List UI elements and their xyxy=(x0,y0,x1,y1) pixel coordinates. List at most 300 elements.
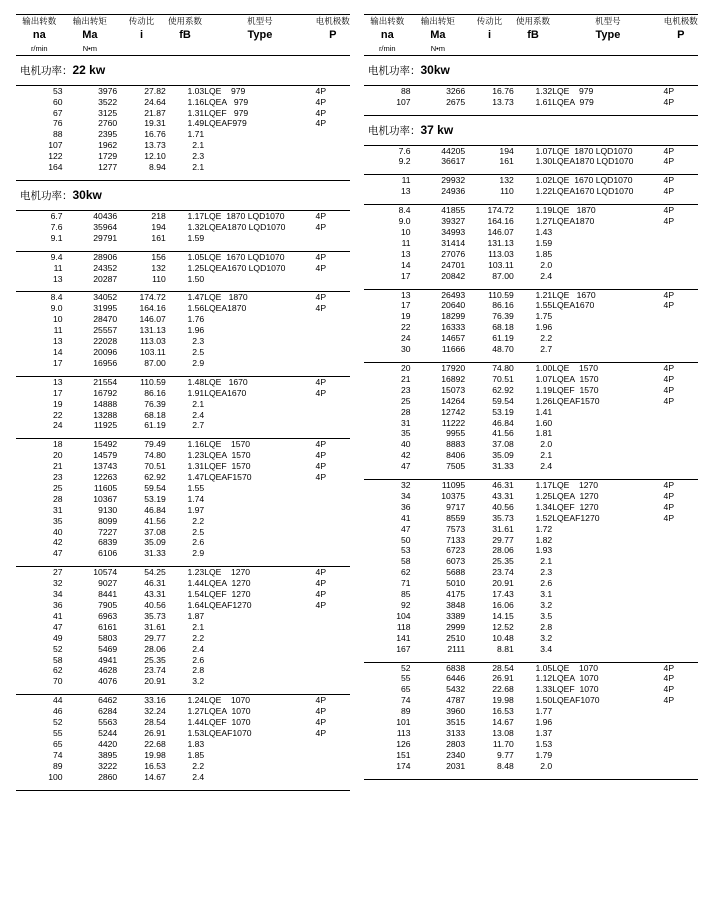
cell-p xyxy=(664,271,698,282)
row-padding xyxy=(16,369,350,377)
cell-i: 74.80 xyxy=(492,362,514,373)
cell-type: LQE 1270 xyxy=(552,480,599,491)
cell-ma: 14579 xyxy=(93,450,118,461)
cell-p xyxy=(316,665,350,676)
cell-na: 17 xyxy=(400,300,411,311)
cell-na: 89 xyxy=(52,760,63,771)
cell-i: 23.74 xyxy=(492,567,514,578)
cell-ma: 3976 xyxy=(98,85,118,96)
table-row xyxy=(16,388,350,399)
cell-fb: 1.79 xyxy=(535,749,553,760)
cell-p: 4P xyxy=(663,395,675,406)
cell-p xyxy=(316,399,350,410)
cell-i: 156 xyxy=(151,251,166,262)
table-row xyxy=(16,292,350,303)
cell-fb: 1.75 xyxy=(535,311,553,322)
cell-ma: 40436 xyxy=(93,211,118,221)
cell-i: 103.11 xyxy=(488,259,514,270)
cell-fb: 2.4 xyxy=(192,643,205,654)
table-row xyxy=(364,750,698,761)
cell-p: 4P xyxy=(663,373,675,384)
cell-na: 92 xyxy=(400,600,411,610)
cell-fb: 3.4 xyxy=(540,643,553,654)
cell-na: 17 xyxy=(52,387,63,398)
table-row xyxy=(16,129,350,140)
cell-p: 4P xyxy=(315,292,327,303)
table-row xyxy=(16,222,350,233)
cell-type xyxy=(552,556,663,567)
cell-ma: 2760 xyxy=(98,118,118,129)
header-cn-4: 机型号 xyxy=(247,16,273,26)
cell-fb: 1.53 xyxy=(187,727,205,738)
cell-fb: 1.71 xyxy=(187,129,205,140)
table-row xyxy=(364,385,698,396)
cell-p xyxy=(316,676,350,687)
row-padding xyxy=(16,244,350,252)
cell-type xyxy=(204,274,315,285)
cell-p xyxy=(316,761,350,772)
cell-type: LQEAF1070 xyxy=(204,727,252,738)
cell-fb: 2.6 xyxy=(192,537,205,548)
cell-i: 86.16 xyxy=(144,387,166,398)
cell-ma: 4175 xyxy=(446,589,466,600)
cell-type xyxy=(204,750,315,761)
cell-i: 16.76 xyxy=(144,129,166,140)
cell-ma: 5803 xyxy=(98,632,118,643)
cell-i: 132 xyxy=(151,262,166,273)
cell-type: LQEF 1270 xyxy=(552,501,599,512)
cell-p xyxy=(664,600,698,611)
cell-i: 59.54 xyxy=(492,395,514,406)
table-row xyxy=(364,480,698,491)
table-row xyxy=(364,589,698,600)
cell-na: 141 xyxy=(396,632,411,643)
cell-p: 4P xyxy=(663,216,675,227)
header-unit-0: r/min xyxy=(378,44,396,54)
cell-fb: 1.47 xyxy=(187,292,205,303)
cell-na: 11 xyxy=(53,262,63,273)
cell-p: 4P xyxy=(663,684,675,695)
power-label: 电机功率： xyxy=(20,64,73,77)
cell-type: LQEF 1570 xyxy=(204,461,251,472)
cell-p: 4P xyxy=(663,175,675,186)
power-heading xyxy=(364,56,698,86)
cell-type: LQEF 1070 xyxy=(552,684,599,695)
cell-ma: 20096 xyxy=(93,346,118,357)
cell-fb: 1.54 xyxy=(187,589,205,600)
cell-type xyxy=(552,439,663,450)
cell-type xyxy=(204,410,315,421)
cell-ma: 5688 xyxy=(446,567,466,578)
cell-na: 164 xyxy=(48,162,63,173)
cell-na: 6.7 xyxy=(50,211,63,221)
power-label: 电机功率： xyxy=(368,124,421,137)
row-padding xyxy=(364,355,698,363)
table-row xyxy=(16,717,350,728)
table-row xyxy=(16,377,350,388)
table-row xyxy=(16,483,350,494)
cell-p xyxy=(664,545,698,556)
table-row xyxy=(16,274,350,285)
cell-p xyxy=(664,322,698,333)
cell-ma: 8441 xyxy=(98,589,118,600)
table-row xyxy=(364,156,698,167)
cell-ma: 5010 xyxy=(446,578,466,589)
cell-fb: 1.21 xyxy=(535,289,553,300)
cell-fb: 1.19 xyxy=(535,205,553,216)
cell-ma: 34993 xyxy=(441,227,466,237)
data-group xyxy=(364,480,698,663)
cell-na: 58 xyxy=(52,654,63,665)
cell-na: 30 xyxy=(400,344,411,355)
table-row xyxy=(364,216,698,227)
data-group xyxy=(16,695,350,790)
header-unit-2 xyxy=(117,43,166,54)
cell-ma: 6838 xyxy=(446,662,466,673)
cell-na: 74 xyxy=(400,695,411,706)
table-row xyxy=(16,589,350,600)
cell-fb: 1.37 xyxy=(535,727,553,738)
cell-type: LQEA1670 LQD1070 xyxy=(204,262,286,273)
cell-i: 161 xyxy=(499,156,514,167)
cell-na: 21 xyxy=(52,461,63,472)
cell-fb: 2.4 xyxy=(540,270,553,281)
cell-i: 16.06 xyxy=(492,600,514,610)
cell-na: 41 xyxy=(52,610,63,621)
cell-fb: 1.48 xyxy=(187,376,205,387)
cell-fb: 1.25 xyxy=(187,262,205,273)
cell-type: LQE 1870 LQD1070 xyxy=(552,145,633,156)
cell-fb: 2.4 xyxy=(192,409,205,420)
cell-fb: 1.31 xyxy=(187,461,205,472)
cell-na: 9.0 xyxy=(50,303,63,314)
cell-fb: 1.16 xyxy=(187,439,205,450)
cell-fb: 1.50 xyxy=(187,273,205,284)
cell-type xyxy=(204,611,315,622)
cell-na: 13 xyxy=(400,248,411,259)
cell-p: 4P xyxy=(663,156,675,167)
cell-type xyxy=(552,535,663,546)
cell-ma: 2860 xyxy=(98,771,118,782)
cell-p xyxy=(664,750,698,761)
cell-p: 4P xyxy=(315,695,327,706)
cell-i: 31.33 xyxy=(144,548,166,559)
cell-ma: 2031 xyxy=(446,760,466,771)
cell-na: 88 xyxy=(400,85,411,96)
header-unit-0: r/min xyxy=(30,44,48,54)
cell-type xyxy=(552,600,663,611)
cell-p xyxy=(316,772,350,783)
cell-na: 52 xyxy=(52,717,63,728)
cell-fb: 1.96 xyxy=(535,322,553,333)
table-row xyxy=(16,633,350,644)
cell-ma: 7133 xyxy=(446,534,466,545)
cell-ma: 8559 xyxy=(446,512,466,523)
cell-p xyxy=(316,548,350,559)
cell-i: 35.09 xyxy=(144,537,166,548)
cell-na: 174 xyxy=(396,760,411,771)
cell-type: LQEA 1570 xyxy=(552,373,599,384)
table-row xyxy=(364,633,698,644)
cell-ma: 31414 xyxy=(441,237,466,248)
cell-fb: 1.85 xyxy=(187,749,205,760)
cell-na: 55 xyxy=(52,727,63,738)
cell-p xyxy=(316,633,350,644)
cell-type xyxy=(204,505,315,516)
cell-ma: 6723 xyxy=(446,545,466,556)
cell-p xyxy=(316,750,350,761)
cell-type xyxy=(204,483,315,494)
cell-i: 68.18 xyxy=(144,409,166,420)
cell-na: 32 xyxy=(400,480,411,491)
cell-type: LQEAF1570 xyxy=(552,395,600,406)
row-padding xyxy=(364,282,698,290)
cell-ma: 4420 xyxy=(98,738,118,749)
cell-p xyxy=(664,450,698,461)
cell-na: 13 xyxy=(400,186,411,197)
cell-ma: 14888 xyxy=(93,398,118,409)
cell-type xyxy=(552,567,663,578)
header-unit-3 xyxy=(166,43,204,54)
cell-fb: 1.27 xyxy=(187,706,205,717)
cell-type: LQEA1870 LQD1070 xyxy=(204,221,286,232)
cell-i: 20.91 xyxy=(144,676,166,687)
cell-p xyxy=(316,483,350,494)
cell-fb: 2.2 xyxy=(540,333,553,344)
cell-ma: 3515 xyxy=(446,717,466,728)
cell-fb: 1.00 xyxy=(535,362,553,373)
cell-type xyxy=(552,461,663,472)
cell-type xyxy=(204,665,315,676)
table-row xyxy=(364,600,698,611)
cell-fb: 1.74 xyxy=(187,493,205,504)
cell-i: 21.87 xyxy=(144,107,166,118)
cell-na: 11 xyxy=(401,175,411,186)
table-row xyxy=(16,336,350,347)
cell-fb: 2.7 xyxy=(192,420,205,431)
cell-fb: 1.26 xyxy=(535,395,553,406)
cell-ma: 20842 xyxy=(441,270,466,281)
cell-na: 107 xyxy=(396,96,411,107)
cell-p xyxy=(664,260,698,271)
cell-na: 100 xyxy=(48,771,63,782)
cell-p xyxy=(316,140,350,151)
cell-i: 110 xyxy=(500,186,514,197)
cell-i: 31.33 xyxy=(492,461,514,472)
cell-na: 101 xyxy=(396,717,411,728)
cell-i: 37.08 xyxy=(144,526,166,537)
cell-na: 53 xyxy=(52,85,63,96)
cell-p xyxy=(664,611,698,622)
cell-i: 8.48 xyxy=(497,760,514,771)
cell-na: 47 xyxy=(400,461,411,472)
cell-fb: 1.50 xyxy=(535,695,553,706)
table-row xyxy=(16,358,350,369)
left-column xyxy=(16,14,350,892)
cell-i: 87.00 xyxy=(144,357,166,368)
cell-i: 146.07 xyxy=(139,314,166,325)
cell-na: 13 xyxy=(52,376,63,387)
data-group xyxy=(364,205,698,289)
data-group xyxy=(364,175,698,205)
table-row xyxy=(16,108,350,119)
cell-i: 28.06 xyxy=(492,545,514,556)
cell-i: 164.16 xyxy=(139,303,166,314)
cell-p: 4P xyxy=(315,211,327,221)
cell-na: 70 xyxy=(52,676,63,687)
cell-type xyxy=(204,162,315,173)
cell-p xyxy=(316,410,350,421)
cell-ma: 11605 xyxy=(93,482,118,493)
cell-i: 14.67 xyxy=(492,717,514,728)
table-header xyxy=(16,14,350,56)
cell-type xyxy=(552,622,663,633)
table-row xyxy=(364,260,698,271)
data-group xyxy=(16,86,350,181)
table-row xyxy=(364,86,698,97)
cell-ma: 25557 xyxy=(93,325,118,336)
cell-p xyxy=(664,633,698,644)
cell-fb: 2.2 xyxy=(192,632,205,643)
header-sym-4: Type xyxy=(595,28,621,41)
cell-ma: 2111 xyxy=(447,643,466,654)
cell-p xyxy=(664,461,698,472)
cell-fb: 2.1 xyxy=(540,450,553,461)
cell-fb: 1.24 xyxy=(187,695,205,706)
table-row xyxy=(364,673,698,684)
cell-type: LQE 979 xyxy=(204,85,246,96)
cell-na: 17 xyxy=(400,270,411,281)
header-unit-1: N•m xyxy=(430,44,446,54)
cell-i: 46.31 xyxy=(144,578,166,589)
cell-ma: 15492 xyxy=(93,439,118,450)
data-group xyxy=(364,146,698,176)
cell-i: 48.70 xyxy=(492,344,514,355)
cell-i: 26.91 xyxy=(492,673,514,684)
table-row xyxy=(364,728,698,739)
cell-p xyxy=(316,325,350,336)
cell-type: LQE 1870 LQD1070 xyxy=(204,211,285,221)
cell-type xyxy=(204,655,315,666)
cell-i: 194 xyxy=(151,221,166,232)
cell-type: LQEA1870 xyxy=(552,216,595,227)
cell-i: 131.13 xyxy=(139,325,166,336)
cell-i: 62.92 xyxy=(492,384,514,395)
table-row xyxy=(16,706,350,717)
cell-ma: 13743 xyxy=(93,461,118,472)
cell-na: 44 xyxy=(52,695,63,706)
cell-i: 35.73 xyxy=(144,610,166,621)
cell-ma: 10574 xyxy=(93,567,118,578)
cell-fb: 1.81 xyxy=(535,428,553,439)
cell-ma: 29791 xyxy=(93,232,118,243)
cell-ma: 4787 xyxy=(446,695,466,706)
cell-type xyxy=(552,333,663,344)
cell-p: 4P xyxy=(315,251,327,262)
cell-fb: 1.47 xyxy=(187,472,205,483)
cell-i: 110.59 xyxy=(140,376,166,387)
cell-na: 27 xyxy=(52,567,63,578)
cell-ma: 12742 xyxy=(441,406,466,417)
cell-i: 59.54 xyxy=(144,482,166,493)
table-row xyxy=(16,548,350,559)
cell-ma: 34052 xyxy=(93,292,118,303)
cell-ma: 27076 xyxy=(441,248,466,259)
cell-na: 60 xyxy=(52,96,63,107)
cell-ma: 6446 xyxy=(446,673,466,684)
data-group xyxy=(16,377,350,440)
cell-type xyxy=(204,399,315,410)
cell-i: 161 xyxy=(151,232,166,243)
row-padding xyxy=(364,167,698,175)
cell-fb: 1.07 xyxy=(535,373,553,384)
cell-type: LQEA 1070 xyxy=(204,706,251,717)
cell-ma: 44205 xyxy=(441,145,466,156)
cell-fb: 1.55 xyxy=(535,300,553,311)
cell-na: 10 xyxy=(52,314,63,325)
cell-type xyxy=(204,347,315,358)
cell-ma: 16792 xyxy=(93,387,118,398)
cell-ma: 20640 xyxy=(441,300,466,311)
cell-p xyxy=(664,717,698,728)
cell-i: 37.08 xyxy=(492,439,514,450)
cell-p: 4P xyxy=(315,439,327,450)
cell-ma: 17920 xyxy=(441,362,466,373)
table-row xyxy=(364,407,698,418)
cell-i: 33.16 xyxy=(144,695,166,706)
cell-fb: 1.05 xyxy=(535,662,553,673)
cell-type xyxy=(204,548,315,559)
table-row xyxy=(364,622,698,633)
cell-p xyxy=(316,494,350,505)
cell-na: 14 xyxy=(400,259,411,270)
cell-i: 25.35 xyxy=(144,654,166,665)
table-row xyxy=(364,311,698,322)
cell-i: 40.56 xyxy=(144,600,166,610)
cell-na: 11 xyxy=(53,325,63,336)
data-group xyxy=(16,211,350,252)
cell-i: 8.94 xyxy=(149,162,166,173)
cell-i: 31.61 xyxy=(144,621,166,632)
cell-fb: 1.27 xyxy=(535,216,553,227)
cell-na: 9.2 xyxy=(398,156,411,167)
power-value: 30kw xyxy=(72,188,102,202)
cell-ma: 5469 xyxy=(98,643,118,654)
cell-p xyxy=(664,589,698,600)
header-sym-1: Ma xyxy=(82,28,98,41)
cell-fb: 1.02 xyxy=(535,175,553,186)
cell-type xyxy=(552,260,663,271)
cell-na: 13 xyxy=(52,273,63,284)
cell-type: LQEA1670 xyxy=(204,387,247,398)
table-row xyxy=(16,622,350,633)
cell-ma: 26493 xyxy=(441,289,466,300)
cell-na: 14 xyxy=(52,346,63,357)
cell-ma: 20287 xyxy=(93,273,118,284)
cell-fb: 2.2 xyxy=(192,760,205,771)
table-row xyxy=(16,611,350,622)
cell-type: LQEAF1070 xyxy=(552,695,600,706)
cell-i: 87.00 xyxy=(492,270,514,281)
cell-i: 174.72 xyxy=(487,205,514,216)
cell-type xyxy=(552,271,663,282)
table-row xyxy=(364,322,698,333)
cell-i: 62.92 xyxy=(144,472,166,483)
cell-type xyxy=(552,633,663,644)
header-cn-5: 电机极数 xyxy=(315,16,350,26)
cell-type xyxy=(204,494,315,505)
table-row xyxy=(364,344,698,355)
